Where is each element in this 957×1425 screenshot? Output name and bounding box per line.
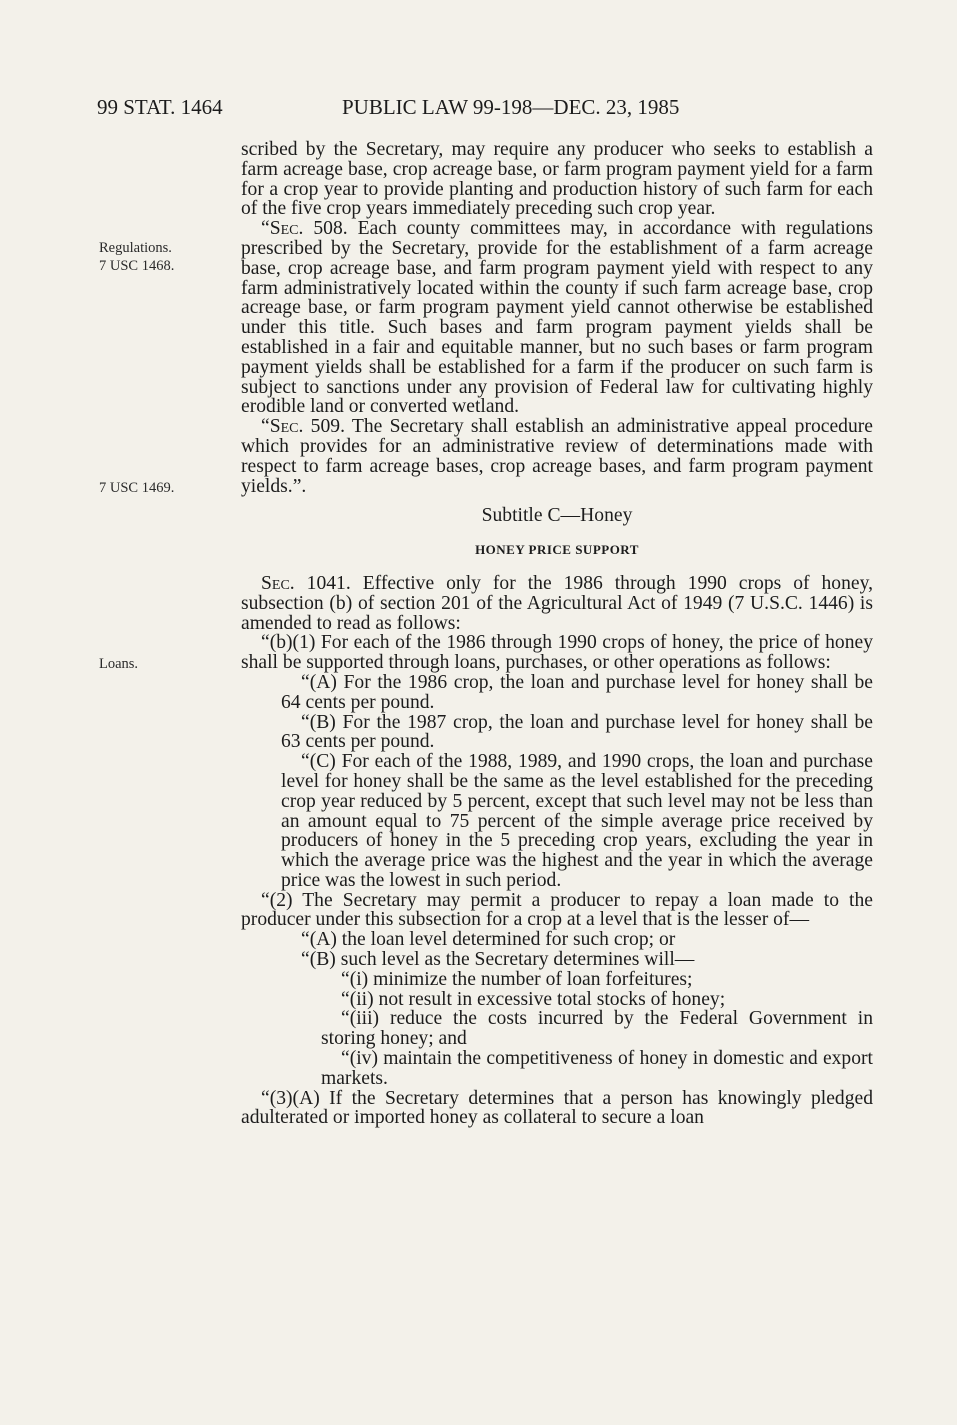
margin-note-loans: Loans. [99,656,139,672]
section-1041-text: . 1041. Effective only for the 1986 through 1990 crops of honey, subsection (b) of section 201 of the Agricultural Act of 1949 (7 U.S.C. 1446) is amended to read as follows: [241,572,873,634]
margin-note-regulations: Regulations. [99,240,172,256]
paragraph-continuation: scribed by the Secretary, may require any producer who seeks to establish a farm acreage base, crop acreage base, or farm program payment yield for a farm for a crop year to provide planting and production history of such farm for each of the five crop years immediately preceding such crop year. [241,139,873,220]
section-caption: HONEY PRICE SUPPORT [475,542,639,558]
section-508-text: . 508. Each county committees may, in accordance with regulations prescribed by the Secretary, provide for the establishment of a farm acreage base, crop acreage base, and farm program payment yield with respect to any farm administratively located within the county if such farm acreage base, crop acreage base, or farm program payment yield cannot otherwise be established under this title. Such bases and farm program payment yields shall be established in a fair and equitable manner, but no such bases or farm program payment yields shall be established for a farm if the producer on such farm is subject to sanctions under any provision of Federal law for cultivating highly erodible land or converted wetland. [241,218,873,418]
statute-page-number: 99 STAT. 1464 [97,95,223,119]
item-b2-b-i: “(i) minimize the number of loan forfeitures; [341,968,693,990]
document-body [241,140,873,1128]
section-509 [241,417,873,496]
section-509-text: . 509. The Secretary shall establish an administrative appeal procedure which provides for an administrative review of determinations made with respect to farm acreage bases, crop acreage bases, and farm program payment yields.”. [241,416,873,497]
clause-b2-b: “(B) such level as the Secretary determines will— [301,949,695,971]
section-1041-smallcaps: ec [271,572,290,594]
section-508 [241,219,873,417]
section-1041-open: S [261,572,272,594]
section-508-smallcaps: ec [280,218,299,240]
margin-note-usc-1469: 7 USC 1469. [99,480,175,496]
item-b2-b-ii: “(ii) not result in excessive total stocks of honey; [341,988,726,1010]
item-b2-b-iv: “(iv) maintain the competitiveness of honey in domestic and export markets. [321,1048,873,1089]
margin-note-usc-1468: 7 USC 1468. [99,258,175,274]
page-header [97,95,777,119]
subsection-b1: “(b)(1) For each of the 1986 through 1990 crops of honey, the price of honey shall be supported through loans, purchases, or other operations as follows: [241,632,873,674]
subsection-b2: “(2) The Secretary may permit a producer to repay a loan made to the producer under this subsection for a crop at a level that is the lesser of— [241,889,873,931]
section-508-open: “S [261,218,281,240]
clause-b2-a: “(A) the loan level determined for such crop; or [301,929,676,951]
section-509-smallcaps: ec [280,416,299,438]
section-1041 [241,574,873,633]
public-law-title: PUBLIC LAW 99-198—DEC. 23, 1985 [342,95,680,119]
section-509-open: “S [261,416,281,438]
clause-b1-c: “(C) For each of the 1988, 1989, and 1990 crops, the loan and purchase level for honey shall be the same as the level established for the preceding crop year reduced by 5 percent, except that such level may not be less than an amount equal to 75 percent of the simple average price received by producers of honey in the 5 preceding crop years, excluding the year in which the average price was the highest and the year in which the average price was the lowest in such period. [281,751,873,891]
item-b2-b-iii: “(iii) reduce the costs incurred by the Federal Government in storing honey; and [321,1008,873,1050]
clause-b1-b: “(B) For the 1987 crop, the loan and purchase level for honey shall be 63 cents per pound. [281,711,873,753]
clause-b1-a: “(A) For the 1986 crop, the loan and purchase level for honey shall be 64 cents per pound. [281,671,873,713]
subsection-b3a: “(3)(A) If the Secretary determines that a person has knowingly pledged adulterated or imported honey as collateral to secure a loan [241,1087,873,1129]
subtitle-heading: Subtitle C—Honey [481,505,633,527]
